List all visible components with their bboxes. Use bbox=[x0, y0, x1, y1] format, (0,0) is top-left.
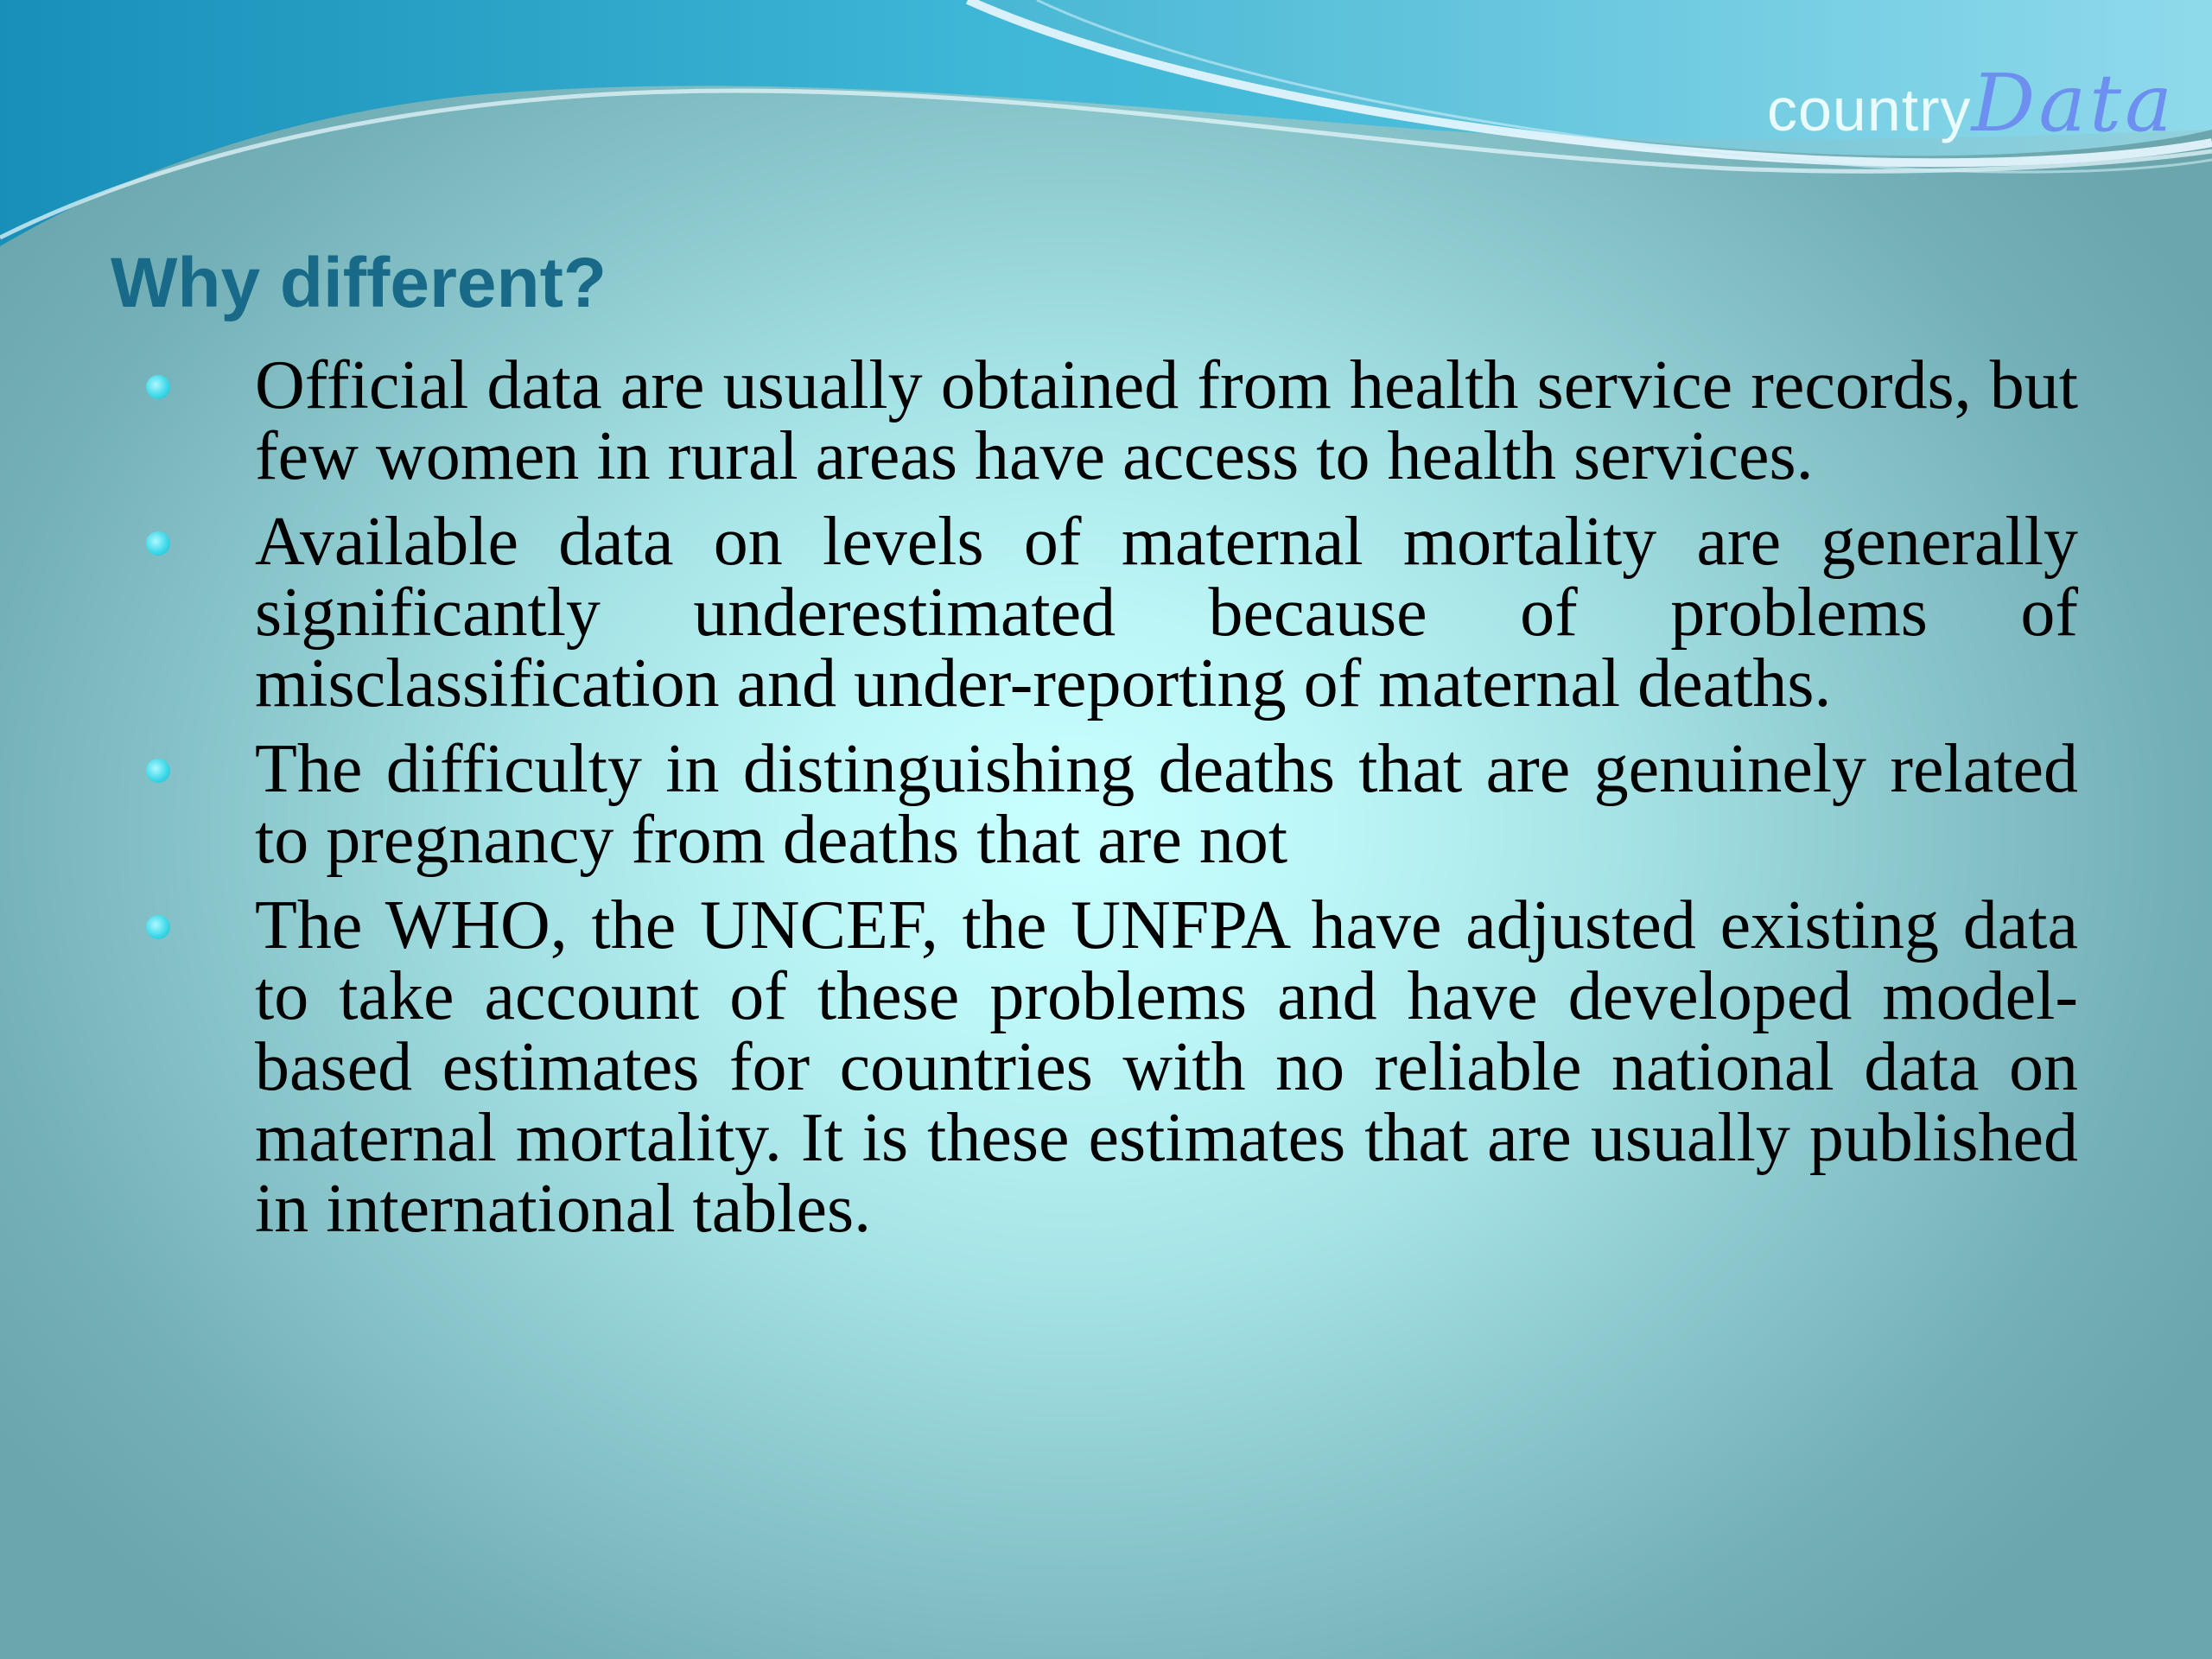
logo-text-data: Data bbox=[1971, 57, 2176, 149]
bullet-item bbox=[255, 887, 2078, 1247]
bullet-item bbox=[255, 731, 2078, 878]
bullet-text: Official data are usually obtained from health service records, but few women in rural areas have access to health services. bbox=[255, 347, 2078, 494]
bullet-text: The WHO, the UNCEF, the UNFPA have adjusted existing data to take account of these problems and have developed model-based estimates for countries with no reliable national data on maternal mortality. It is these estimates that are usually published in international tables. bbox=[255, 887, 2078, 1247]
bullet-item bbox=[255, 347, 2078, 494]
bullet-dot-icon bbox=[146, 915, 170, 939]
bullet-dot-icon bbox=[146, 375, 170, 399]
bullet-text: The difficulty in distinguishing deaths that are genuinely related to pregnancy from deaths that are not bbox=[255, 731, 2078, 878]
bullet-dot-icon bbox=[146, 759, 170, 783]
logo-text-country: country bbox=[1767, 76, 1972, 143]
slide-title: Why different? bbox=[111, 244, 607, 322]
bullet-list bbox=[255, 347, 2078, 1259]
country-data-logo bbox=[1767, 57, 2176, 152]
bullet-item bbox=[255, 506, 2078, 719]
bullet-text: Available data on levels of maternal mortality are generally significantly underestimated because of problems of misclassification and under-reporting of maternal deaths. bbox=[255, 504, 2078, 721]
bullet-dot-icon bbox=[146, 531, 170, 556]
